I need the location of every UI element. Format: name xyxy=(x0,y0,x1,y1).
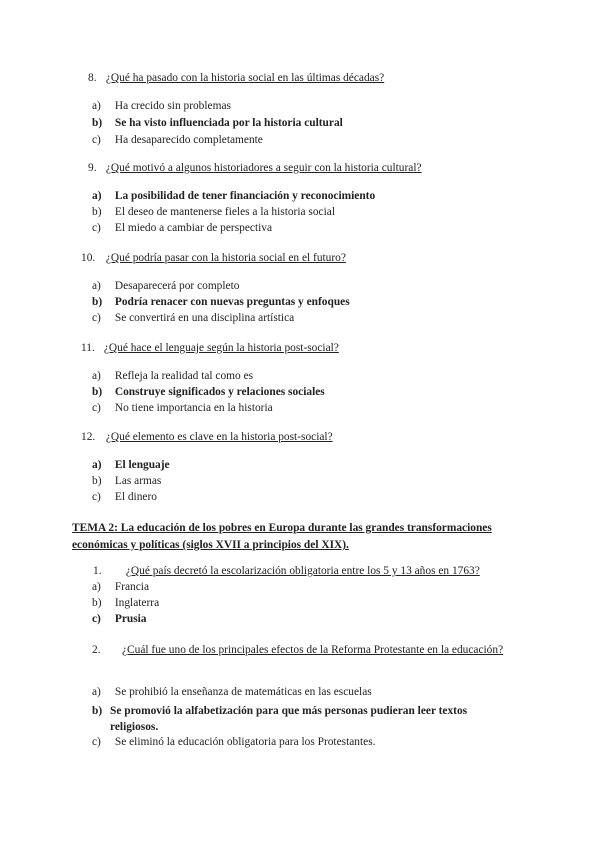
option-letter: a) xyxy=(92,459,102,471)
option-text: Se prohibió la enseñanza de matemáticas en las escuelas xyxy=(114,686,372,698)
option-s2c xyxy=(92,736,376,748)
option-10c xyxy=(92,312,294,324)
option-s2a xyxy=(92,686,372,698)
option-letter: a) xyxy=(92,280,101,292)
option-text: Ha desaparecido completamente xyxy=(114,134,263,146)
option-letter: c) xyxy=(92,402,101,414)
option-12b xyxy=(92,475,161,487)
question-number: 10. xyxy=(81,252,96,264)
option-text: Desaparecerá por completo xyxy=(114,280,240,292)
section-question-2 xyxy=(72,642,532,658)
option-9a xyxy=(92,190,375,202)
section-heading: TEMA 2: La educación de los pobres en Europa durante las grandes transformaciones económicas y políticas (siglos XVII a principios del XIX). xyxy=(72,522,492,551)
option-text: Prusia xyxy=(114,613,147,625)
option-text: El deseo de mantenerse fieles a la historia social xyxy=(114,206,335,218)
option-text: El dinero xyxy=(114,491,157,503)
option-s1b xyxy=(92,597,159,609)
option-8b xyxy=(92,117,343,129)
option-letter: b) xyxy=(92,206,102,218)
option-letter: c) xyxy=(92,613,101,625)
question-text: ¿Qué país decretó la escolarización obligatoria entre los 5 y 13 años en 1763? xyxy=(125,565,480,577)
option-text: Construye significados y relaciones sociales xyxy=(114,386,325,398)
question-text: ¿Qué elemento es clave en la historia post-social? xyxy=(105,431,333,443)
option-text: Se promovió la alfabetización para que más personas pudieran leer textos religiosos. xyxy=(110,705,468,733)
option-letter: c) xyxy=(92,491,101,503)
option-text: Se ha visto influenciada por la historia cultural xyxy=(114,117,343,129)
option-11c xyxy=(92,402,273,414)
option-text: La posibilidad de tener financiación y reconocimiento xyxy=(114,190,376,202)
option-letter: c) xyxy=(92,222,101,234)
question-12 xyxy=(81,431,333,443)
option-10b xyxy=(92,296,350,308)
option-text: Se convertirá en una disciplina artística xyxy=(114,312,295,324)
option-letter: c) xyxy=(92,312,101,324)
question-number: 12. xyxy=(81,431,96,443)
option-text: No tiene importancia en la historia xyxy=(114,402,273,414)
option-text: Podría renacer con nuevas preguntas y enfoques xyxy=(114,296,350,308)
question-number: 1. xyxy=(93,565,102,577)
option-s1a xyxy=(92,581,149,593)
option-9c xyxy=(92,222,272,234)
option-text: Francia xyxy=(114,581,150,593)
option-text: Refleja la realidad tal como es xyxy=(114,370,254,382)
option-letter: a) xyxy=(92,100,101,112)
option-8a xyxy=(92,100,231,112)
option-letter: a) xyxy=(92,581,101,593)
option-10a xyxy=(92,280,239,292)
option-9b xyxy=(92,206,335,218)
question-9 xyxy=(88,162,422,174)
question-text: ¿Qué podría pasar con la historia social en el futuro? xyxy=(105,252,346,264)
option-text: Las armas xyxy=(114,475,162,487)
question-text: ¿Qué hace el lenguaje según la historia post-social? xyxy=(103,342,339,354)
question-text: ¿Qué motivó a algunos historiadores a seguir con la historia cultural? xyxy=(105,162,422,174)
question-text: ¿Cuál fue uno de los principales efectos de la Reforma Protestante en la educación? xyxy=(122,644,504,656)
question-number: 9. xyxy=(88,162,97,174)
option-letter: b) xyxy=(92,475,102,487)
question-number: 8. xyxy=(88,72,97,84)
option-letter: b) xyxy=(92,296,103,308)
option-11b xyxy=(92,386,325,398)
option-8c xyxy=(92,134,263,146)
option-letter: b) xyxy=(92,705,103,717)
option-letter: c) xyxy=(92,736,101,748)
option-text: Se eliminó la educación obligatoria para los Protestantes. xyxy=(114,736,376,748)
option-text: Inglaterra xyxy=(114,597,160,609)
option-letter: b) xyxy=(92,597,102,609)
option-letter: a) xyxy=(92,686,101,698)
question-number: 11. xyxy=(81,342,95,354)
option-letter: a) xyxy=(92,370,101,382)
question-8 xyxy=(88,72,384,84)
option-letter: b) xyxy=(92,117,103,129)
option-s1c xyxy=(92,613,147,625)
option-text: El miedo a cambiar de perspectiva xyxy=(114,222,273,234)
option-letter: a) xyxy=(92,190,102,202)
option-text: Ha crecido sin problemas xyxy=(114,100,231,112)
option-12a xyxy=(92,459,170,471)
option-letter: b) xyxy=(92,386,103,398)
question-10 xyxy=(81,252,346,264)
question-11 xyxy=(81,342,339,354)
option-letter: c) xyxy=(92,134,101,146)
option-s2b xyxy=(92,703,512,735)
question-number: 2. xyxy=(92,644,101,656)
option-11a xyxy=(92,370,253,382)
section-question-1 xyxy=(93,565,480,577)
question-text: ¿Qué ha pasado con la historia social en las últimas décadas? xyxy=(105,72,385,84)
option-text: El lenguaje xyxy=(114,459,170,471)
option-12c xyxy=(92,491,157,503)
